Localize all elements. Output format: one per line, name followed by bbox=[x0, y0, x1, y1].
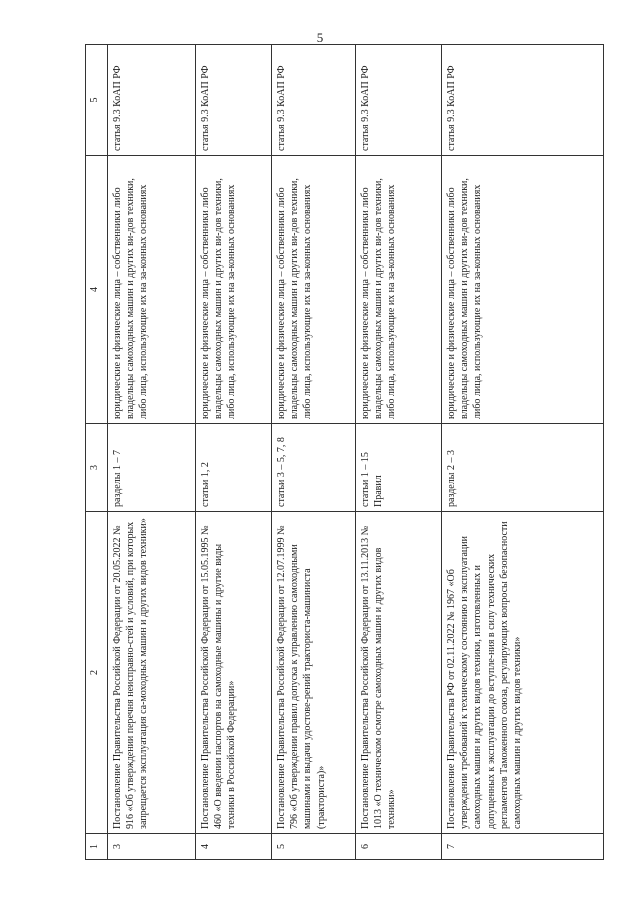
sections-cell: статьи 3 – 5, 7, 8 bbox=[272, 424, 356, 512]
subjects-cell: юридические и физические лица – собственники либо владельцы самоходных машин и других ви-дов техники, либо лица, использующие их на за-конных основаниях bbox=[272, 156, 356, 424]
table-header-row bbox=[86, 45, 108, 860]
row-number: 5 bbox=[272, 834, 356, 860]
koap-cell: статья 9.3 КоАП РФ bbox=[108, 45, 196, 156]
sections-cell: статьи 1, 2 bbox=[196, 424, 272, 512]
row-number: 7 bbox=[442, 834, 604, 860]
subjects-cell: юридические и физические лица – собственники либо владельцы самоходных машин и других ви-дов техники, либо лица, использующие их на за-конных основаниях bbox=[108, 156, 196, 424]
koap-cell: статья 9.3 КоАП РФ bbox=[356, 45, 442, 156]
column-header: 4 bbox=[86, 156, 108, 424]
sections-cell: разделы 1 – 7 bbox=[108, 424, 196, 512]
document-cell: Постановление Правительства Российской Федерации от 12.07.1999 № 796 «Об утверждении правил допуска к управлению самоходными машинами и выдачи удостове-рений тракториста-машиниста (тракториста)» bbox=[272, 512, 356, 834]
rotated-table-container bbox=[85, 45, 615, 860]
page-number: 5 bbox=[316, 30, 324, 45]
table-row bbox=[108, 45, 196, 860]
koap-cell: статья 9.3 КоАП РФ bbox=[196, 45, 272, 156]
document-cell: Постановление Правительства Российской Федерации от 15.05.1995 № 460 «О введении паспортов на самоходные машины и другие виды техники в Российской Федерации» bbox=[196, 512, 272, 834]
table-row bbox=[442, 45, 604, 860]
column-header: 5 bbox=[86, 45, 108, 156]
table-row bbox=[272, 45, 356, 860]
column-header: 1 bbox=[86, 834, 108, 860]
row-number: 4 bbox=[196, 834, 272, 860]
row-number: 6 bbox=[356, 834, 442, 860]
koap-cell: статья 9.3 КоАП РФ bbox=[442, 45, 604, 156]
sections-cell: разделы 2 – 3 bbox=[442, 424, 604, 512]
document-cell: Постановление Правительства РФ от 02.11.2022 № 1967 «Об утверждении требований к техническому состоянию и эксплуатации самоходных машин и других видов техники, изготовленных и допущенных к эксплуатации до вступле-ния в силу технических регламентов Таможенного союза, регулирующих вопросы безопасности самоходных машин и других видов техники» bbox=[442, 512, 604, 834]
column-header: 3 bbox=[86, 424, 108, 512]
table-row bbox=[356, 45, 442, 860]
row-number: 3 bbox=[108, 834, 196, 860]
subjects-cell: юридические и физические лица – собственники либо владельцы самоходных машин и других ви-дов техники, либо лица, использующие их на за-конных основаниях bbox=[196, 156, 272, 424]
regulations-table bbox=[85, 44, 604, 860]
document-cell: Постановление Правительства Российской Федерации от 20.05.2022 № 916 «Об утверждении перечня неисправно-стей и условий, при которых запрещается эксплуатация са-моходных машин и других видов техники» bbox=[108, 512, 196, 834]
table-row bbox=[196, 45, 272, 860]
subjects-cell: юридические и физические лица – собственники либо владельцы самоходных машин и других ви-дов техники, либо лица, использующие их на за-конных основаниях bbox=[442, 156, 604, 424]
document-cell: Постановление Правительства Российской Федерации от 13.11.2013 № 1013 «О техническом осмотре самоходных машин и других видов техники» bbox=[356, 512, 442, 834]
column-header: 2 bbox=[86, 512, 108, 834]
subjects-cell: юридические и физические лица – собственники либо владельцы самоходных машин и других ви-дов техники, либо лица, использующие их на за-конных основаниях bbox=[356, 156, 442, 424]
koap-cell: статья 9.3 КоАП РФ bbox=[272, 45, 356, 156]
sections-cell: статьи 1 – 15 Правил bbox=[356, 424, 442, 512]
